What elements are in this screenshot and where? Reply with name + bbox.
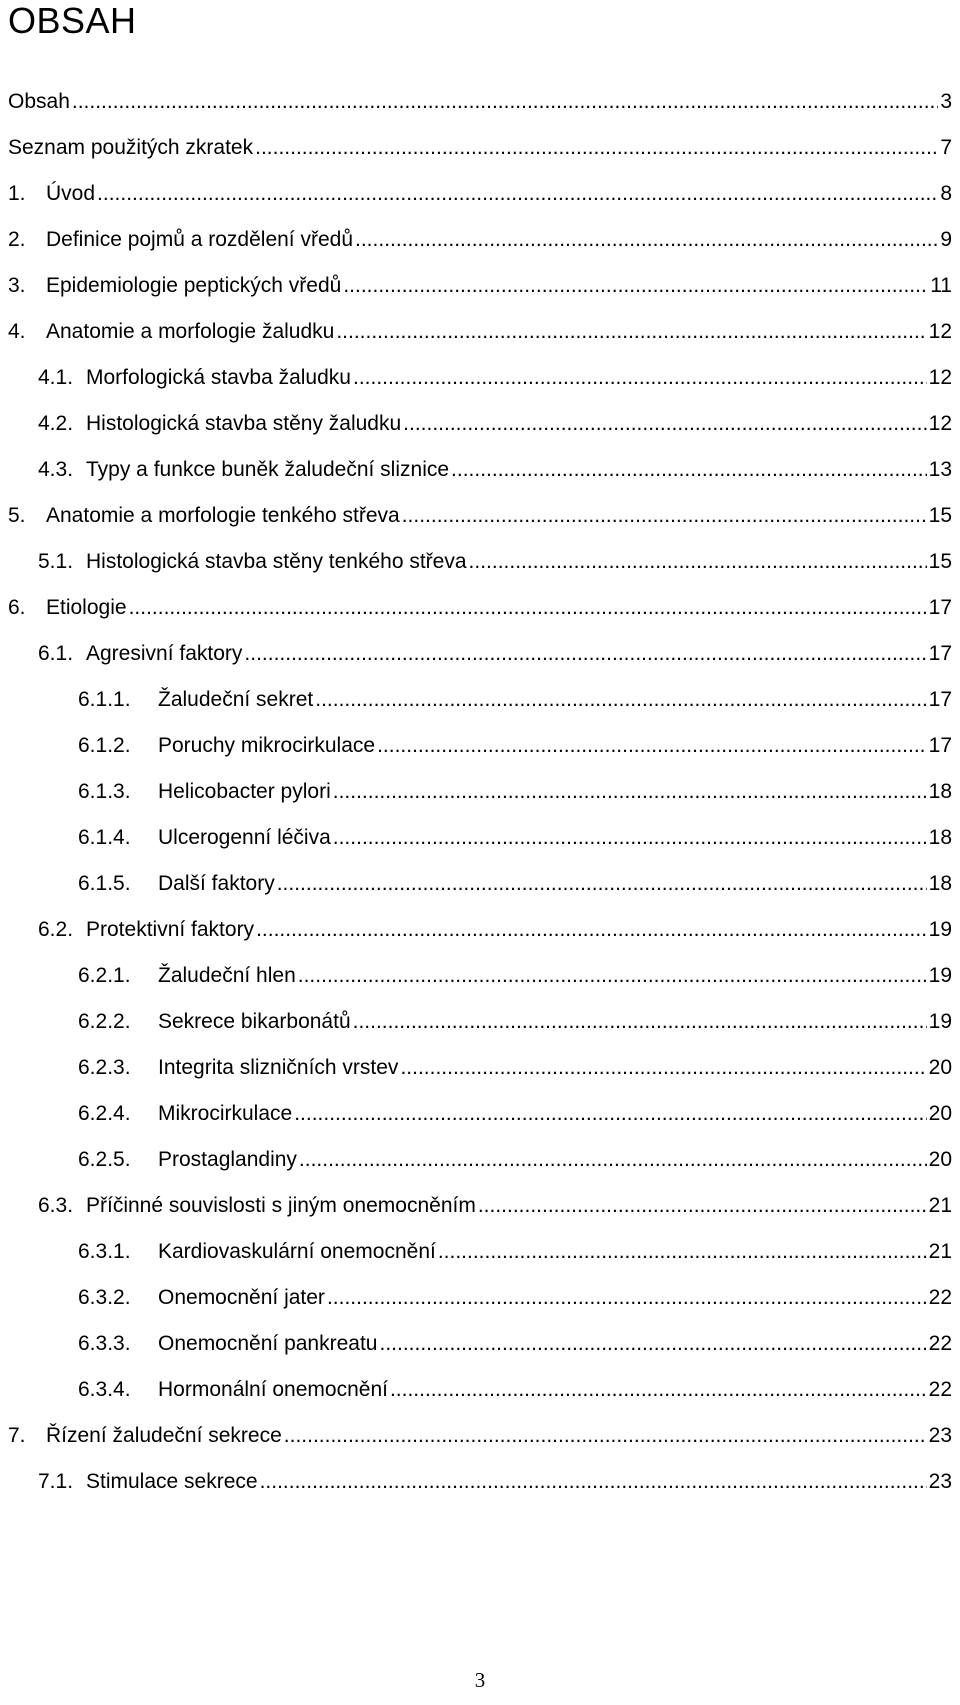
toc-entry[interactable]	[38, 1189, 952, 1219]
page-title: OBSAH	[8, 0, 137, 41]
toc-leader-dots	[451, 457, 927, 483]
toc-entry[interactable]	[78, 1005, 952, 1035]
toc-entry[interactable]	[38, 637, 952, 667]
toc-leader-dots	[469, 549, 927, 575]
toc-entry[interactable]	[78, 729, 952, 759]
toc-leader-dots	[400, 1055, 926, 1081]
toc-entry-label: Definice pojmů a rozdělení vředů	[46, 228, 354, 251]
toc-entry-label: Řízení žaludeční sekrece	[46, 1424, 282, 1447]
toc-entry-number: 3.	[8, 274, 26, 297]
toc-leader-dots	[390, 1377, 927, 1403]
toc-entry-label: Úvod	[46, 182, 96, 205]
toc-entry[interactable]	[8, 1419, 952, 1449]
toc-entry[interactable]	[38, 407, 952, 437]
toc-entry-label: Helicobacter pylori	[158, 780, 331, 803]
toc-entry-number: 1.	[8, 182, 26, 205]
toc-entry-page: 22	[928, 1332, 952, 1355]
toc-entry[interactable]	[78, 1051, 952, 1081]
toc-entry[interactable]	[78, 959, 952, 989]
toc-entry-page: 11	[930, 274, 952, 297]
toc-entry-label: Anatomie a morfologie tenkého střeva	[46, 504, 400, 527]
toc-entry-label: Etiologie	[46, 596, 127, 619]
toc-entry-page: 15	[928, 550, 952, 573]
toc-entry[interactable]	[78, 1373, 952, 1403]
toc-leader-dots	[333, 779, 927, 805]
toc-entry-label: Typy a funkce buněk žaludeční sliznice	[86, 458, 450, 481]
toc-entry-number: 6.2.4.	[78, 1102, 131, 1125]
toc-entry-label: Hormonální onemocnění	[158, 1378, 388, 1401]
toc-entry-page: 17	[928, 642, 952, 665]
toc-entry-number: 6.1.5.	[78, 872, 131, 895]
toc-leader-dots	[72, 89, 938, 115]
toc-entry-page: 17	[928, 688, 952, 711]
toc-entry-page: 20	[928, 1102, 952, 1125]
toc-entry-label: Onemocnění pankreatu	[158, 1332, 378, 1355]
toc-entry-number: 5.	[8, 504, 26, 527]
toc-entry-number: 6.1.3.	[78, 780, 131, 803]
toc-entry-number: 6.1.4.	[78, 826, 131, 849]
toc-entry-number: 6.3.1.	[78, 1240, 131, 1263]
toc-entry-number: 6.3.2.	[78, 1286, 131, 1309]
toc-entry-page: 23	[928, 1470, 952, 1493]
toc-leader-dots	[402, 503, 927, 529]
toc-entry-page: 3	[940, 90, 952, 113]
toc-entry-label: Mikrocirkulace	[158, 1102, 293, 1125]
toc-entry-number: 6.	[8, 596, 26, 619]
toc-entry-label: Poruchy mikrocirkulace	[158, 734, 376, 757]
toc-entry-label: Příčinné souvislosti s jiným onemocněním	[86, 1194, 476, 1217]
toc-entry-number: 2.	[8, 228, 26, 251]
toc-entry-label: Agresivní faktory	[86, 642, 243, 665]
toc-entry[interactable]	[8, 269, 952, 299]
toc-leader-dots	[327, 1285, 927, 1311]
toc-entry-label: Seznam použitých zkratek	[8, 136, 254, 159]
toc-entry[interactable]	[8, 85, 952, 115]
toc-entry-number: 4.2.	[38, 412, 74, 435]
toc-entry-number: 4.	[8, 320, 26, 343]
toc-entry-page: 20	[928, 1056, 952, 1079]
toc-leader-dots	[353, 365, 927, 391]
toc-entry[interactable]	[78, 867, 952, 897]
toc-entry[interactable]	[78, 1097, 952, 1127]
toc-entry-number: 6.3.4.	[78, 1378, 131, 1401]
toc-entry-page: 19	[928, 918, 952, 941]
toc-entry-page: 12	[928, 412, 952, 435]
toc-leader-dots	[255, 135, 938, 161]
toc-leader-dots	[294, 1101, 926, 1127]
toc-entry-number: 6.2.3.	[78, 1056, 131, 1079]
toc-entry-page: 9	[940, 228, 952, 251]
toc-entry-page: 18	[928, 826, 952, 849]
toc-entry[interactable]	[38, 453, 952, 483]
toc-entry-number: 6.1.1.	[78, 688, 131, 711]
toc-leader-dots	[355, 227, 938, 253]
toc-entry-page: 13	[928, 458, 952, 481]
toc-entry-number: 5.1.	[38, 550, 74, 573]
toc-entry[interactable]	[78, 775, 952, 805]
toc-entry[interactable]	[8, 499, 952, 529]
toc-entry-page: 19	[928, 1010, 952, 1033]
toc-leader-dots	[244, 641, 926, 667]
toc-leader-dots	[97, 181, 938, 207]
toc-entry-page: 17	[928, 596, 952, 619]
toc-entry-page: 23	[928, 1424, 952, 1447]
toc-entry-label: Ulcerogenní léčiva	[158, 826, 331, 849]
toc-entry-label: Histologická stavba stěny tenkého střeva	[86, 550, 467, 573]
toc-entry[interactable]	[78, 1327, 952, 1357]
toc-entry-page: 15	[928, 504, 952, 527]
toc-entry-number: 6.3.3.	[78, 1332, 131, 1355]
toc-entry-label: Epidemiologie peptických vředů	[46, 274, 342, 297]
toc-entry[interactable]	[78, 1235, 952, 1265]
toc-entry-page: 8	[940, 182, 952, 205]
toc-entry-label: Sekrece bikarbonátů	[158, 1010, 351, 1033]
toc-entry-page: 12	[928, 366, 952, 389]
toc-leader-dots	[377, 733, 927, 759]
toc-leader-dots	[260, 1469, 927, 1495]
toc-entry-label: Kardiovaskulární onemocnění	[158, 1240, 436, 1263]
toc-entry-page: 22	[928, 1286, 952, 1309]
toc-entry-number: 6.2.	[38, 918, 74, 941]
toc-leader-dots	[315, 687, 926, 713]
toc-entry[interactable]	[8, 223, 952, 253]
toc-entry[interactable]	[8, 177, 952, 207]
toc-entry[interactable]	[38, 913, 952, 943]
toc-leader-dots	[438, 1239, 927, 1265]
toc-entry-label: Protektivní faktory	[86, 918, 255, 941]
toc-entry-page: 17	[928, 734, 952, 757]
toc-entry-page: 18	[928, 780, 952, 803]
toc-entry-label: Další faktory	[158, 872, 275, 895]
toc-entry-number: 6.1.	[38, 642, 74, 665]
toc-entry[interactable]	[38, 361, 952, 391]
toc-entry-number: 6.2.5.	[78, 1148, 131, 1171]
toc-entry-number: 4.3.	[38, 458, 74, 481]
toc-entry[interactable]	[8, 131, 952, 161]
toc-entry-label: Žaludeční hlen	[158, 964, 296, 987]
toc-entry-label: Onemocnění jater	[158, 1286, 325, 1309]
toc-entry-label: Anatomie a morfologie žaludku	[46, 320, 335, 343]
toc-entry-label: Obsah	[8, 90, 70, 113]
toc-entry[interactable]	[8, 315, 952, 345]
toc-leader-dots	[403, 411, 926, 437]
toc-entry[interactable]	[38, 545, 952, 575]
toc-entry-page: 21	[928, 1194, 952, 1217]
toc-entry-label: Integrita slizničních vrstev	[158, 1056, 399, 1079]
toc-entry[interactable]	[38, 1465, 952, 1495]
toc-entry[interactable]	[78, 821, 952, 851]
toc-leader-dots	[353, 1009, 927, 1035]
toc-entry-label: Morfologická stavba žaludku	[86, 366, 351, 389]
toc-entry-page: 21	[928, 1240, 952, 1263]
page-number: 3	[474, 1668, 486, 1692]
toc-leader-dots	[277, 871, 927, 897]
toc-entry[interactable]	[78, 683, 952, 713]
toc-leader-dots	[336, 319, 926, 345]
toc-leader-dots	[299, 1147, 927, 1173]
toc-entry-number: 7.	[8, 1424, 26, 1447]
toc-entry-number: 6.2.1.	[78, 964, 131, 987]
toc-entry-page: 19	[928, 964, 952, 987]
toc-entry-number: 7.1.	[38, 1470, 74, 1493]
toc-leader-dots	[343, 273, 928, 299]
toc-leader-dots	[256, 917, 927, 943]
toc-leader-dots	[298, 963, 927, 989]
toc-entry-page: 12	[928, 320, 952, 343]
toc-entry[interactable]	[78, 1281, 952, 1311]
toc-leader-dots	[333, 825, 927, 851]
toc-entry-page: 18	[928, 872, 952, 895]
toc-entry-label: Žaludeční sekret	[158, 688, 314, 711]
toc-entry-page: 7	[940, 136, 952, 159]
toc-entry-label: Stimulace sekrece	[86, 1470, 258, 1493]
toc-entry-label: Prostaglandiny	[158, 1148, 297, 1171]
toc-entry-number: 6.3.	[38, 1194, 74, 1217]
toc-entry-number: 6.2.2.	[78, 1010, 131, 1033]
toc-entry-page: 20	[928, 1148, 952, 1171]
toc-entry-number: 6.1.2.	[78, 734, 131, 757]
toc-entry-label: Histologická stavba stěny žaludku	[86, 412, 402, 435]
toc-entry-page: 22	[928, 1378, 952, 1401]
toc-entry-number: 4.1.	[38, 366, 74, 389]
toc-leader-dots	[478, 1193, 927, 1219]
toc-leader-dots	[379, 1331, 926, 1357]
toc-leader-dots	[129, 595, 927, 621]
toc-leader-dots	[284, 1423, 927, 1449]
toc-entry[interactable]	[78, 1143, 952, 1173]
toc-entry[interactable]	[8, 591, 952, 621]
